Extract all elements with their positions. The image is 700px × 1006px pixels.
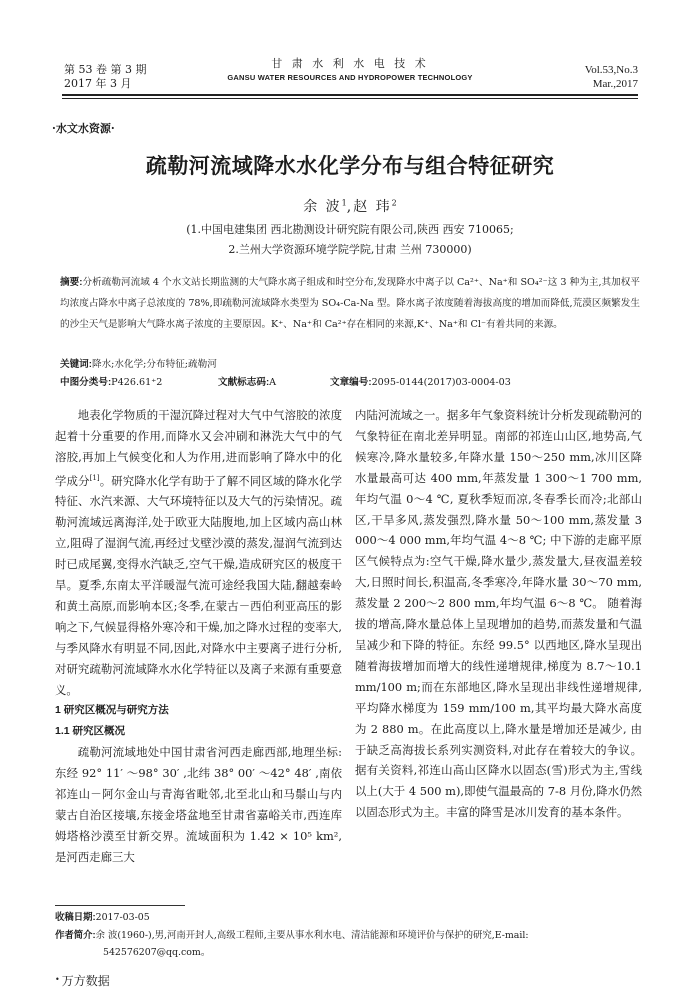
date-line: 2017 年 3 月 [64, 77, 132, 90]
clc-value: P426.61⁺2 [111, 377, 163, 388]
abstract [60, 272, 640, 335]
article-number [330, 374, 511, 392]
received-value: 2017-03-05 [95, 912, 150, 923]
watermark-text: 万方数据 [61, 974, 110, 988]
author-bio [55, 926, 645, 944]
author-2-sup: 2 [391, 198, 397, 208]
journal-name [180, 57, 520, 85]
intro-text-b: 。研究降水化学有助于了解不同区域的降水化学特征、水汽来源、大气环境特征以及大气的污染情况。疏勒河流域远离海洋,处于欧亚大陆腹地,加上区域内高山林立,阻碍了湿润气流,再经过戈壁沙漠的蒸发,湿润气流到达时已成尾翼,变得水汽缺乏,空气干燥,造成研究区的极度干旱。夏季,东南太平洋暖湿气流可途经我国大陆,翻越秦岭和黄土高原,而影响本区;冬季,在蒙古－西伯利亚高压的影响之下,气候显得格外寒冷和干燥,加之降水过程的变率大,与季风降水有明显不同,因此,对降水中主要离子进行分析,对研究疏勒河流域降水水化学特征以及离子来源有重要意义。 [55, 473, 342, 697]
affiliation-1: (1.中国电建集团 西北勘测设计研究院有限公司,陕西 西安 710065; [186, 223, 514, 236]
keywords [60, 356, 640, 374]
clc [60, 374, 162, 392]
keywords-label: 关键词: [60, 359, 92, 370]
journal-issue [64, 63, 146, 91]
journal-name-cn: 甘 肃 水 利 水 电 技 术 [271, 57, 429, 70]
column-tag: ·水文水资源· [52, 122, 115, 135]
date-en: Mar.,2017 [592, 78, 638, 90]
body-column-right [355, 405, 642, 823]
journal-issue-en [585, 63, 638, 91]
abstract-text: 分析疏勒河流域 4 个水文站长期监测的大气降水离子组成和时空分布,发现降水中离子以 Ca²⁺、Na⁺和 SO₄²⁻这 3 种为主,其加权平均浓度占降水中离子总浓度的 78%,即疏勒河流域降水类型为 SO₄-Ca-Na 型。降水离子浓度随着海拔高度的增加而降低,荒漠区频繁发生的沙尘天气是影响大气降水离子浓度的主要原因。K⁺、Na⁺和 Ca²⁺存在相同的来源,K⁺、Na⁺和 Cl⁻有着共同的来源。 [60, 277, 640, 330]
intro-text-a: 地表化学物质的干湿沉降过程对大气中气溶胶的浓度起着十分重要的作用,而降水又会冲刷和淋洗大气中的气溶胶,再加上气候变化和人为作用,进而影响了降水中的化学成分 [55, 408, 342, 488]
volume-en: Vol.53,No.3 [584, 64, 638, 76]
author-1-sup: 1 [341, 198, 347, 208]
journal-name-en: GANSU WATER RESOURCES AND HYDROPOWER TECHNOLOGY [227, 73, 473, 82]
affiliations [60, 220, 640, 260]
footnote-rule [55, 905, 185, 906]
author-bio-text: 余 波(1960-),男,河南开封人,高级工程师,主要从事水利水电、清洁能源和环境评价与保护的研究,E-mail: [95, 930, 529, 941]
keywords-text: 降水;水化学;分布特征;疏勒河 [91, 359, 217, 370]
watermark [55, 972, 110, 989]
intro-paragraph [55, 405, 342, 700]
author-line: 余 波$^1$,赵 玮$^2$ [303, 198, 397, 215]
header-rule-thin [62, 98, 638, 99]
body-column-left [55, 405, 342, 868]
volume-line: 第 53 卷 第 3 期 [64, 63, 147, 76]
author-bio-label: 作者简介: [55, 929, 96, 940]
clc-label: 中图分类号: [60, 377, 112, 388]
watermark-star-icon: • [55, 975, 60, 984]
footnotes [55, 908, 645, 961]
author-2: 赵 玮 [353, 199, 392, 215]
section-heading-1-1: 1.1 研究区概况 [55, 725, 126, 738]
received-date [55, 908, 645, 926]
citation-ref: [1] [89, 473, 100, 482]
author-email: 542576207@qq.com。 [103, 947, 211, 958]
abstract-label: 摘要: [60, 277, 83, 288]
article-number-label: 文章编号: [330, 377, 372, 388]
doc-code-label: 文献标志码: [218, 377, 270, 388]
received-label: 收稿日期: [55, 911, 96, 922]
author-1: 余 波 [303, 199, 342, 215]
climate-paragraph: 内陆河流域之一。据多年气象资料统计分析发现疏勒河的气象特征在南北差异明显。南部的祁连山山区,地势高,气候寒冷,降水量较多,年降水量 150～250 mm,冰川区降水量最高可达 400 mm,年蒸发量 1 300～1 700 mm, 年均气温 0～4 ℃, 夏秋季短而凉,冬春季长而冷;北部山区,干旱多风,蒸发强烈,降水量 50～100 mm,蒸发量 3 000～4 000 mm,年均气温 4～8 ℃; 中下游的走廊平原区气候特点为:空气干燥,降水量少,蒸发量大,昼夜温差较大,日照时间长,积温高,冬季寒冷,年降水量 30～70 mm,蒸发量 2 200～2 800 mm,年均气温 6～8 ℃。 随着海拔的增高,降水量总体上呈现增加的趋势,而蒸发量和气温呈减少和下降的特征。东经 99.5° 以西地区,降水呈现出随着海拔增加而增大的线性递增规律,梯度为 8.7～10.1 mm/100 m;而在东部地区,降水呈现出非线性递增规律,平均降水梯度为 159 mm/100 m,其平均最大降水高度为 2 880 m。在此高度以上,降水量是增加还是减少, 由于缺乏高海拔长系列实测资料,对此存在着较大的争议。据有关资料,祁连山高山区降水以固态(雪)形式为主,雪线以上(大于 4 500 m),即使气温最高的 7-8 月份,降水仍然以固态形式为主。丰富的降雪是冰川发育的基本条件。 [355, 408, 642, 820]
study-area-paragraph: 疏勒河流域地处中国甘肃省河西走廊西部,地理坐标:东经 92° 11′ ～98° 30′ ,北纬 38° 00′ ～42° 48′ ,南依祁连山－阿尔金山与青海省毗邻,北至北山和马鬃山与内蒙古自治区接壤,东接金塔盆地至甘肃省嘉峪关市,西连库姆塔格沙漠至甘新交界。流域面积为 1.42 × 10⁵ km²,是河西走廊三大 [55, 745, 342, 864]
paper-title: 疏勒河流域降水水化学分布与组合特征研究 [145, 153, 555, 178]
doc-code [218, 374, 276, 392]
header-rule-thick [62, 94, 638, 96]
doc-code-value: A [269, 377, 277, 388]
article-number-value: 2095-0144(2017)03-0004-03 [371, 377, 511, 388]
affiliation-2: 2.兰州大学资源环境学院学院,甘肃 兰州 730000) [228, 243, 472, 256]
section-heading-1: 1 研究区概况与研究方法 [55, 704, 169, 717]
